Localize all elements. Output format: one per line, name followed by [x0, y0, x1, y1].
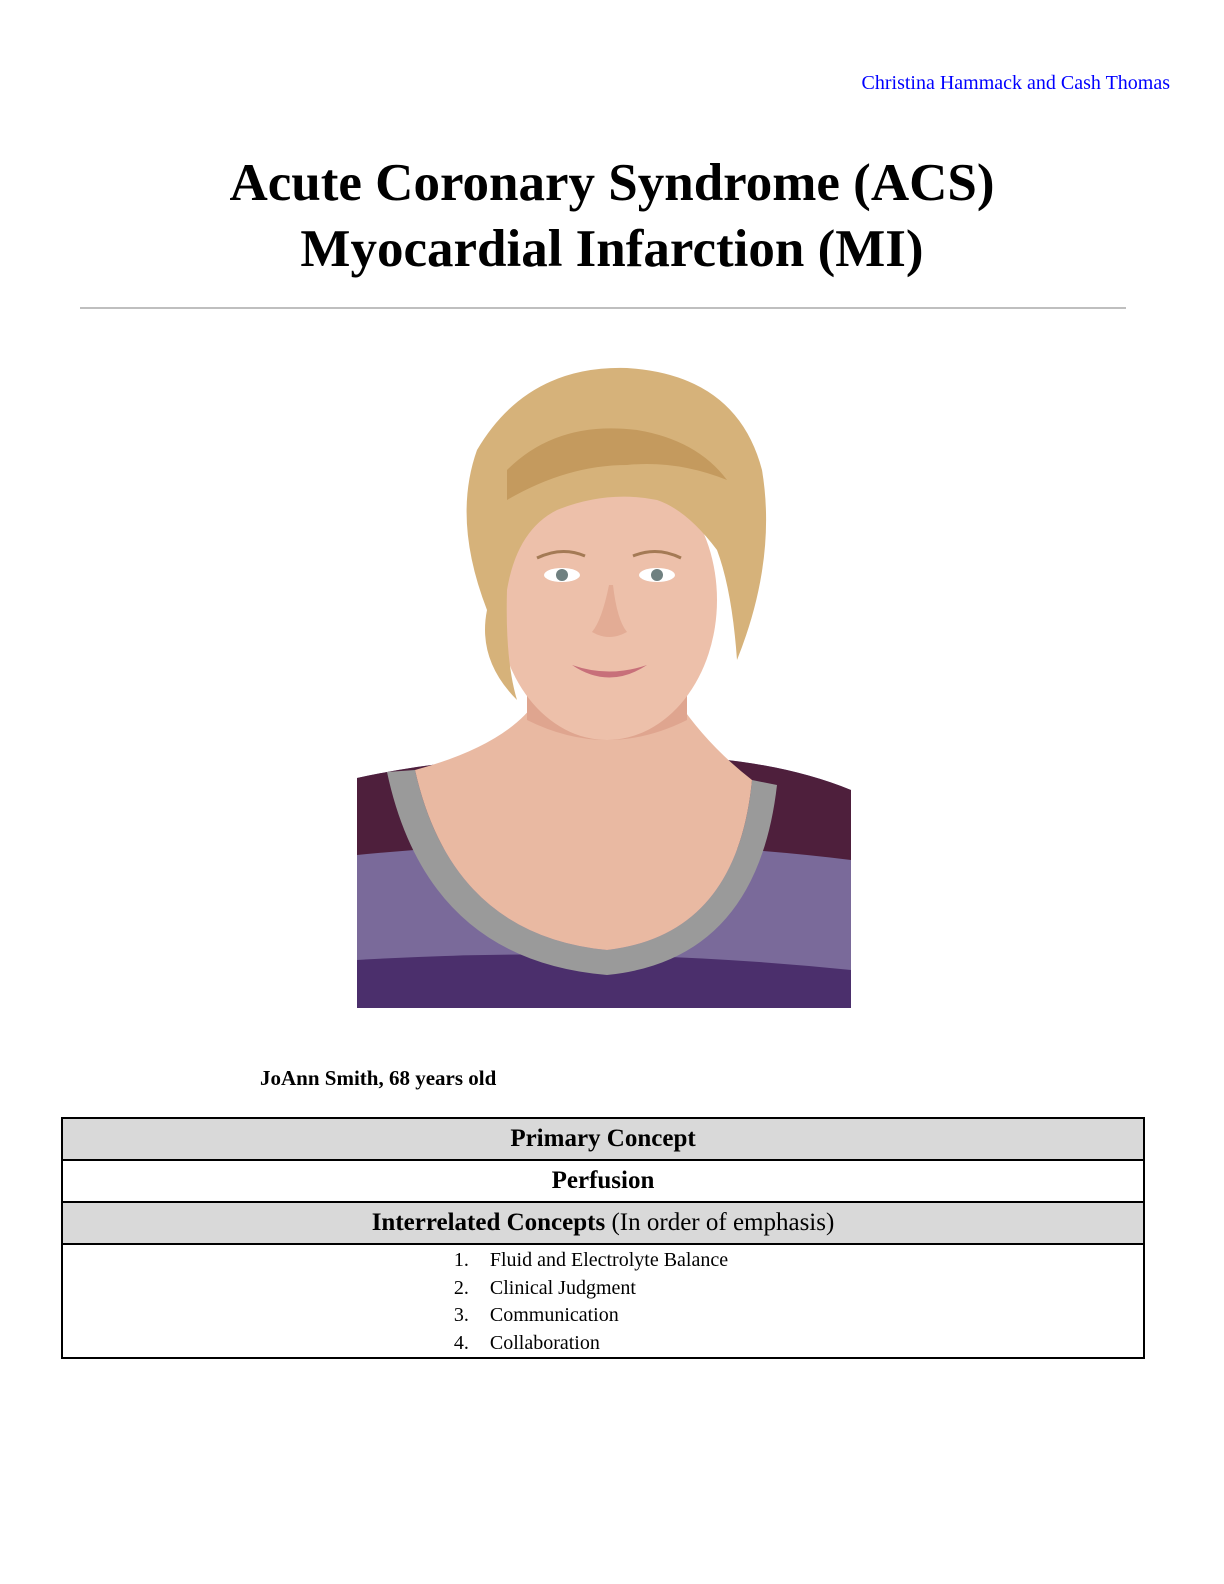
- interrelated-concepts-list-cell: [62, 1244, 1144, 1358]
- list-item-number: 3.: [453, 1304, 469, 1326]
- title-line-1: Acute Coronary Syndrome (ACS): [229, 154, 995, 212]
- interrelated-concepts-header: [62, 1202, 1144, 1244]
- interrelated-concepts-note: (In order of emphasis): [611, 1209, 835, 1236]
- list-item-label: Collaboration: [489, 1331, 600, 1354]
- patient-caption: JoAnn Smith, 68 years old: [260, 1066, 497, 1090]
- list-item: [454, 1302, 728, 1330]
- primary-concept-header: Primary Concept: [62, 1118, 1144, 1160]
- list-item-number: 2.: [453, 1276, 469, 1299]
- patient-photo: [357, 360, 851, 1008]
- page-title: [0, 150, 1224, 282]
- title-divider: [80, 307, 1126, 309]
- title-line-2: Myocardial Infarction (MI): [300, 220, 924, 278]
- list-item-label: Communication: [489, 1304, 619, 1326]
- concepts-table: [61, 1117, 1145, 1359]
- list-item-label: Fluid and Electrolyte Balance: [489, 1249, 729, 1271]
- authors-line: Christina Hammack and Cash Thomas: [861, 72, 1170, 94]
- interrelated-concepts-title: Interrelated Concepts: [371, 1209, 606, 1236]
- list-item: [454, 1330, 728, 1358]
- list-item-label: Clinical Judgment: [489, 1276, 636, 1299]
- interrelated-concepts-list: [454, 1247, 728, 1357]
- list-item-number: 4.: [453, 1331, 469, 1354]
- list-item-number: 1.: [453, 1249, 469, 1271]
- primary-concept-value: Perfusion: [62, 1160, 1144, 1202]
- list-item: [454, 1247, 728, 1275]
- list-item: [454, 1275, 728, 1303]
